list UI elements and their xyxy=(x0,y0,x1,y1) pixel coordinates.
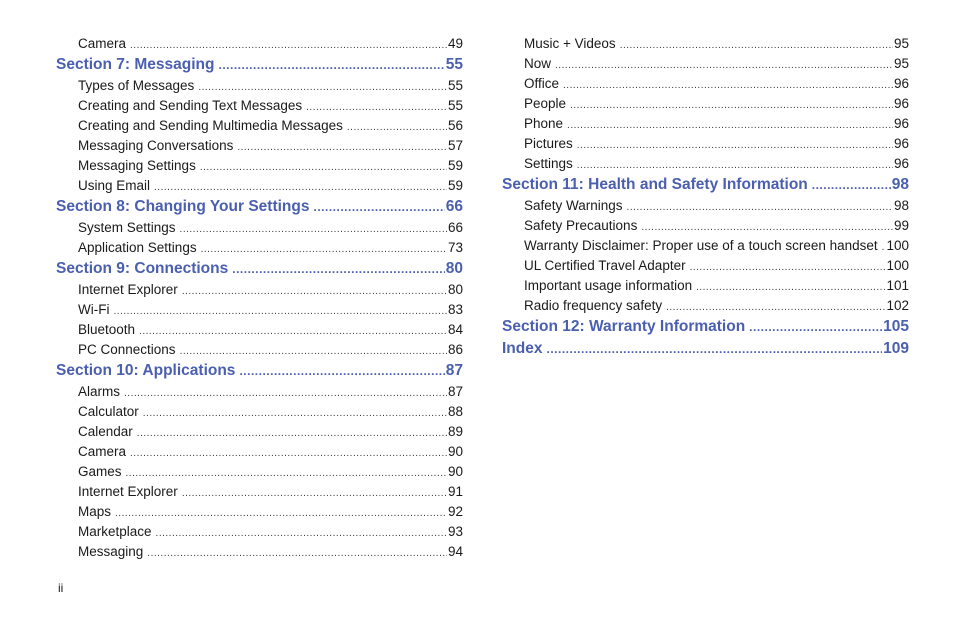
dot-leader xyxy=(696,278,885,298)
toc-entry-page-number: 80 xyxy=(445,260,463,277)
toc-entry-title: Warranty Disclaimer: Proper use of a touch screen handset xyxy=(524,238,878,253)
toc-entry-settings[interactable] xyxy=(502,154,909,174)
toc-entry-creating-and-sending-text-messages[interactable] xyxy=(56,96,463,116)
toc-entry-page-number: 83 xyxy=(447,302,463,317)
toc-entry-page-number: 87 xyxy=(445,362,463,379)
dot-leader xyxy=(627,198,893,218)
toc-entry-page-number: 55 xyxy=(447,98,463,113)
dot-leader xyxy=(124,384,447,404)
dot-leader xyxy=(126,464,447,484)
toc-entry-bluetooth[interactable] xyxy=(56,320,463,340)
dot-leader xyxy=(200,158,447,178)
toc-entry-camera[interactable] xyxy=(56,34,463,54)
toc-entry-title: Creating and Sending Text Messages xyxy=(78,98,303,113)
toc-entry-games[interactable] xyxy=(56,462,463,482)
toc-entry-title: Camera xyxy=(78,444,127,459)
toc-entry-title: Radio frequency safety xyxy=(524,298,663,313)
toc-section-section-11-health-and-safety-information[interactable] xyxy=(502,174,909,196)
toc-section-section-7-messaging[interactable] xyxy=(56,54,463,76)
toc-entry-page-number: 49 xyxy=(447,36,463,51)
toc-entry-page-number: 98 xyxy=(891,176,909,193)
toc-entry-title: System Settings xyxy=(78,220,176,235)
toc-entry-page-number: 56 xyxy=(447,118,463,133)
toc-entry-title: Important usage information xyxy=(524,278,693,293)
toc-entry-maps[interactable] xyxy=(56,502,463,522)
toc-entry-page-number: 86 xyxy=(447,342,463,357)
dot-leader xyxy=(563,76,893,96)
toc-entry-wi-fi[interactable] xyxy=(56,300,463,320)
toc-entry-title: Camera xyxy=(78,36,127,51)
toc-entry-title: Calculator xyxy=(78,404,139,419)
toc-entry-pictures[interactable] xyxy=(502,134,909,154)
toc-entry-page-number: 96 xyxy=(893,96,909,111)
toc-entry-system-settings[interactable] xyxy=(56,218,463,238)
toc-entry-page-number: 89 xyxy=(447,424,463,439)
toc-entry-page-number: 93 xyxy=(447,524,463,539)
toc-entry-title: PC Connections xyxy=(78,342,176,357)
dot-leader xyxy=(154,178,447,198)
toc-section-section-12-warranty-information[interactable] xyxy=(502,316,909,338)
toc-entry-pc-connections[interactable] xyxy=(56,340,463,360)
dot-leader xyxy=(306,98,447,118)
toc-entry-page-number: 101 xyxy=(886,278,909,293)
toc-entry-messaging[interactable] xyxy=(56,542,463,562)
toc-entry-title: Section 8: Changing Your Settings xyxy=(56,198,310,215)
dot-leader xyxy=(180,220,447,240)
dot-leader xyxy=(237,138,447,158)
toc-right-column xyxy=(502,34,909,360)
dot-leader xyxy=(201,240,447,260)
dot-leader xyxy=(218,54,444,76)
toc-entry-title: Safety Warnings xyxy=(524,198,623,213)
toc-entry-title: Bluetooth xyxy=(78,322,136,337)
toc-entry-calculator[interactable] xyxy=(56,402,463,422)
dot-leader xyxy=(180,342,447,362)
toc-entry-title: Internet Explorer xyxy=(78,282,178,297)
dot-leader xyxy=(555,56,893,76)
dot-leader xyxy=(113,302,446,322)
toc-entry-page-number: 94 xyxy=(447,544,463,559)
toc-entry-title: Office xyxy=(524,76,560,91)
toc-entry-title: Section 10: Applications xyxy=(56,362,236,379)
toc-entry-phone[interactable] xyxy=(502,114,909,134)
toc-entry-title: Phone xyxy=(524,116,564,131)
dot-leader xyxy=(812,174,891,196)
dot-leader xyxy=(198,78,447,98)
dot-leader xyxy=(156,524,447,544)
toc-entry-title: Marketplace xyxy=(78,524,152,539)
toc-entry-messaging-conversations[interactable] xyxy=(56,136,463,156)
toc-entry-title: Messaging Settings xyxy=(78,158,196,173)
toc-entry-page-number: 100 xyxy=(886,258,909,273)
toc-entry-title: Using Email xyxy=(78,178,151,193)
toc-entry-title: Internet Explorer xyxy=(78,484,178,499)
toc-entry-page-number: 109 xyxy=(883,340,909,357)
toc-entry-camera[interactable] xyxy=(56,442,463,462)
toc-entry-page-number: 59 xyxy=(447,178,463,193)
dot-leader xyxy=(115,504,447,524)
toc-entry-page-number: 98 xyxy=(893,198,909,213)
dot-leader xyxy=(139,322,447,342)
toc-entry-radio-frequency-safety[interactable] xyxy=(502,296,909,316)
toc-entry-page-number: 96 xyxy=(893,136,909,151)
toc-entry-alarms[interactable] xyxy=(56,382,463,402)
dot-leader xyxy=(313,196,444,218)
toc-entry-title: Application Settings xyxy=(78,240,197,255)
toc-entry-page-number: 95 xyxy=(893,56,909,71)
toc-entry-page-number: 88 xyxy=(447,404,463,419)
toc-entry-page-number: 90 xyxy=(447,444,463,459)
toc-entry-office[interactable] xyxy=(502,74,909,94)
toc-entry-page-number: 96 xyxy=(893,116,909,131)
toc-entry-title: Alarms xyxy=(78,384,121,399)
dot-leader xyxy=(182,484,447,504)
toc-entry-page-number: 66 xyxy=(445,198,463,215)
dot-leader xyxy=(137,424,447,444)
dot-leader xyxy=(570,96,893,116)
toc-entry-title: Section 12: Warranty Information xyxy=(502,318,746,335)
toc-entry-internet-explorer[interactable] xyxy=(56,280,463,300)
dot-leader xyxy=(567,116,893,136)
toc-entry-title: Section 7: Messaging xyxy=(56,56,215,73)
dot-leader xyxy=(641,218,893,238)
toc-entry-warranty-disclaimer-proper-use-of-a-touch-screen-handset[interactable] xyxy=(502,236,909,256)
toc-entry-title: Messaging Conversations xyxy=(78,138,234,153)
toc-entry-page-number: 96 xyxy=(893,76,909,91)
toc-entry-ul-certified-travel-adapter[interactable] xyxy=(502,256,909,276)
toc-entry-title: Section 11: Health and Safety Information xyxy=(502,176,808,193)
dot-leader xyxy=(130,444,447,464)
toc-entry-title: People xyxy=(524,96,567,111)
dot-leader xyxy=(232,258,445,280)
toc-entry-title: Wi-Fi xyxy=(78,302,110,317)
toc-entry-safety-warnings[interactable] xyxy=(502,196,909,216)
toc-entry-page-number: 84 xyxy=(447,322,463,337)
dot-leader xyxy=(182,282,447,302)
toc-entry-page-number: 80 xyxy=(447,282,463,297)
toc-entry-title: UL Certified Travel Adapter xyxy=(524,258,686,273)
toc-entry-title: Calendar xyxy=(78,424,133,439)
toc-entry-title: Types of Messages xyxy=(78,78,195,93)
dot-leader xyxy=(666,298,885,318)
toc-entry-page-number: 66 xyxy=(447,220,463,235)
toc-section-index[interactable] xyxy=(502,338,909,360)
toc-entry-page-number: 95 xyxy=(893,36,909,51)
toc-entry-using-email[interactable] xyxy=(56,176,463,196)
toc-entry-internet-explorer[interactable] xyxy=(56,482,463,502)
toc-section-section-8-changing-your-settings[interactable] xyxy=(56,196,463,218)
toc-entry-title: Games xyxy=(78,464,122,479)
dot-leader xyxy=(143,404,447,424)
toc-entry-page-number: 91 xyxy=(447,484,463,499)
toc-entry-types-of-messages[interactable] xyxy=(56,76,463,96)
toc-entry-title: Safety Precautions xyxy=(524,218,638,233)
toc-entry-page-number: 55 xyxy=(445,56,463,73)
toc-left-column xyxy=(56,34,463,562)
toc-entry-music-videos[interactable] xyxy=(502,34,909,54)
toc-entry-title: Messaging xyxy=(78,544,144,559)
toc-entry-title: Settings xyxy=(524,156,573,171)
toc-entry-title: Now xyxy=(524,56,552,71)
toc-entry-important-usage-information[interactable] xyxy=(502,276,909,296)
toc-entry-people[interactable] xyxy=(502,94,909,114)
toc-entry-page-number: 90 xyxy=(447,464,463,479)
toc-entry-page-number: 57 xyxy=(447,138,463,153)
toc-entry-page-number: 105 xyxy=(883,318,909,335)
toc-section-section-9-connections[interactable] xyxy=(56,258,463,280)
dot-leader xyxy=(749,316,882,338)
toc-entry-page-number: 92 xyxy=(447,504,463,519)
dot-leader xyxy=(130,36,447,56)
dot-leader xyxy=(577,156,893,176)
dot-leader xyxy=(239,360,444,382)
dot-leader xyxy=(882,238,886,258)
toc-entry-page-number: 55 xyxy=(447,78,463,93)
toc-entry-page-number: 102 xyxy=(886,298,909,313)
toc-entry-safety-precautions[interactable] xyxy=(502,216,909,236)
toc-section-section-10-applications[interactable] xyxy=(56,360,463,382)
toc-entry-title: Maps xyxy=(78,504,112,519)
toc-entry-page-number: 87 xyxy=(447,384,463,399)
toc-entry-page-number: 73 xyxy=(447,240,463,255)
toc-entry-marketplace[interactable] xyxy=(56,522,463,542)
toc-entry-title: Music + Videos xyxy=(524,36,616,51)
dot-leader xyxy=(690,258,886,278)
toc-entry-creating-and-sending-multimedia-messages[interactable] xyxy=(56,116,463,136)
toc-entry-calendar[interactable] xyxy=(56,422,463,442)
dot-leader xyxy=(347,118,447,138)
toc-entry-page-number: 99 xyxy=(893,218,909,233)
toc-entry-now[interactable] xyxy=(502,54,909,74)
toc-entry-title: Creating and Sending Multimedia Messages xyxy=(78,118,343,133)
toc-entry-page-number: 100 xyxy=(886,238,909,253)
dot-leader xyxy=(546,338,882,360)
toc-entry-title: Pictures xyxy=(524,136,573,151)
dot-leader xyxy=(147,544,447,564)
toc-entry-page-number: 59 xyxy=(447,158,463,173)
page-number: ii xyxy=(58,581,64,595)
toc-entry-page-number: 96 xyxy=(893,156,909,171)
toc-entry-messaging-settings[interactable] xyxy=(56,156,463,176)
toc-entry-title: Index xyxy=(502,340,543,357)
dot-leader xyxy=(577,136,893,156)
dot-leader xyxy=(620,36,893,56)
toc-entry-application-settings[interactable] xyxy=(56,238,463,258)
toc-entry-title: Section 9: Connections xyxy=(56,260,229,277)
